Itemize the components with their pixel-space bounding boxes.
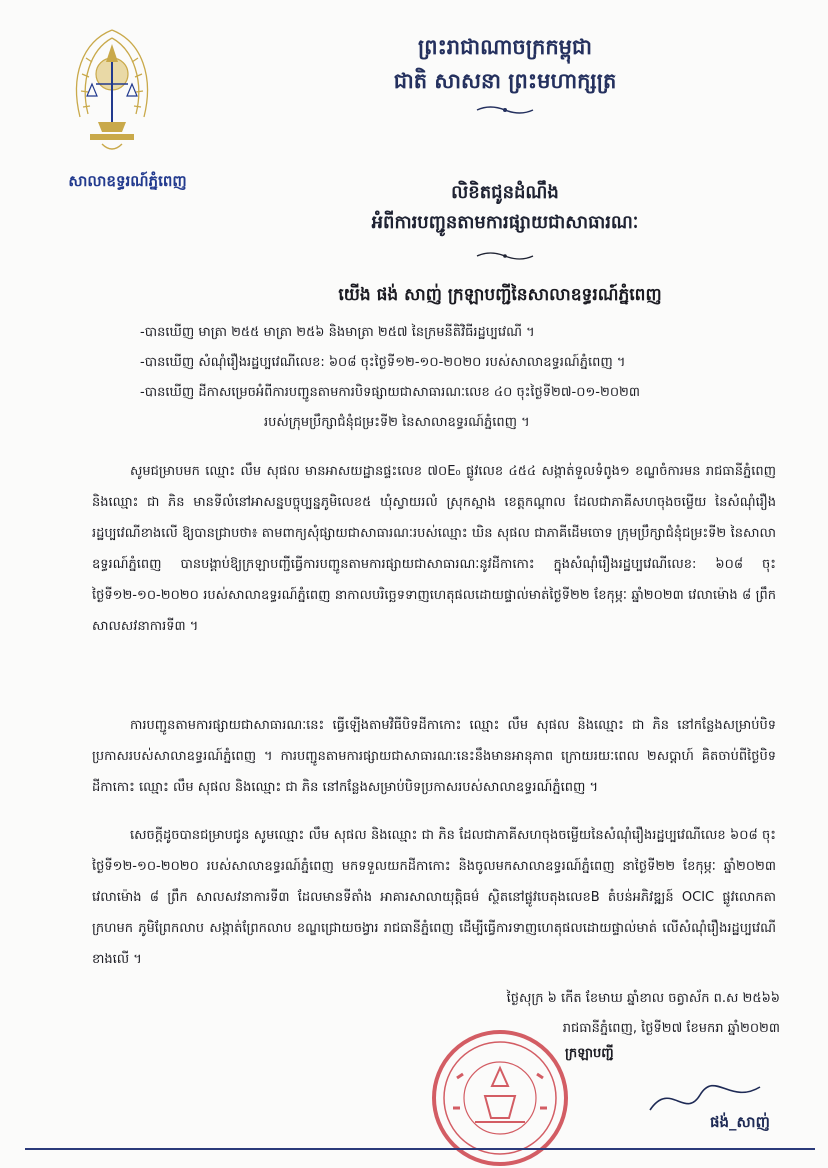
body-paragraph-3: សេចក្តីដូចបានជម្រាបជូន សូមឈ្មោះ លឹម សុផល និងឈ្មោះ ជា ភិន ដែលជាភាគីសហចុងចម្លើយនៃសំណុំរឿងរដ្ឋប្បវេណីលេខ ៦០៨ ចុះថ្ងៃទី១២-១០-២០២០ របស់សាលាឧទ្ធរណ៍ភ្នំពេញ មកទទួលយកដីកាកោះ និងចូលមកសាលាឧទ្ធរណ៍ភ្នំពេញ នាថ្ងៃទី២២ ខែកុម្ភៈ ឆ្នាំ២០២៣ វេលាម៉ោង ៨ ព្រឹក សាលសវនាការទី៣ ដែលមានទីតាំង អាគារសាលាយុត្តិធម៌ ស្ថិតនៅផ្លូវបេតុងលេខB តំបន់អភិវឌ្ឍន៍ OCIC ផ្លូវលោកតាក្រហមក ភូមិព្រែកលាប សង្កាត់ព្រែកលាប ខណ្ឌជ្រោយចង្វារ រាជធានីភ្នំពេញ ដើម្បីធ្វើការទាញហេតុផលដោយផ្ទាល់មាត់ លើសំណុំរឿងរដ្ឋប្បវេណីខាងលើ ។ — [92, 828, 776, 967]
solar-date: រាជធានីភ្នំពេញ, ថ្ងៃទី២៧ ខែមករា ឆ្នាំ២០២៣ — [562, 1021, 780, 1036]
body-paragraph-2: ការបញ្ជូនតាមការផ្សាយជាសាធារណៈនេះ ធ្វើឡើងតាមវិធីបិទដីកាកោះ ឈ្មោះ លឹម សុផល និងឈ្មោះ ជា ភិន នៅកន្លែងសម្រាប់បិទប្រកាសរបស់សាលាឧទ្ធរណ៍ភ្នំពេញ ។ ការបញ្ជូនតាមការផ្សាយជាសាធារណៈនេះនឹងមានអានុភាព ក្រោយរយៈពេល ២សប្តាហ៍ គិតចាប់ពីថ្ងៃបិទដីកាកោះ ឈ្មោះ លឹម សុផល និងឈ្មោះ ជា ភិន នៅកន្លែងសម្រាប់បិទប្រកាសរបស់សាលាឧទ្ធរណ៍ភ្នំពេញ ។ — [92, 718, 776, 795]
reference-item-continuation: របស់ក្រុមប្រឹក្សាជំនុំជម្រះទី២ នៃសាលាឧទ្ធរណ៍ភ្នំពេញ ។ — [264, 415, 530, 430]
title-line-2: អំពីការបញ្ជូនតាមការផ្សាយជាសាធារណៈ — [371, 212, 639, 233]
kingdom-header — [290, 30, 720, 98]
signature-name: ផង់_សាញ់ — [710, 1113, 770, 1131]
date-block — [420, 984, 780, 1044]
court-emblem-logo — [62, 22, 162, 162]
reference-item: -បានឃើញ មាត្រា ២៥៥ មាត្រា ២៥៦ និងមាត្រា ២៥៧ នៃក្រមនីតិវិធីរដ្ឋប្បវេណី ។ — [140, 325, 535, 340]
reference-item: -បានឃើញ ដីកាសម្រេចអំពីការបញ្ជូនតាមការបិទផ្សាយជាសាធារណៈលេខ ៤០ ចុះថ្ងៃទី២៧-០១-២០២៣ — [140, 385, 640, 400]
title-ornament-icon — [475, 250, 535, 262]
reference-item: -បានឃើញ សំណុំរឿងរដ្ឋប្បវេណីលេខ: ៦០៨ ចុះថ្ងៃទី១២-១០-២០២០ របស់សាលាឧទ្ធរណ៍ភ្នំពេញ ។ — [140, 355, 626, 370]
document-title — [300, 178, 710, 238]
lunar-date: ថ្ងៃសុក្រ ៦ កើត ខែមាឃ ឆ្នាំខាល ចត្វាស័ក ព.ស ២៥៦៦ — [506, 991, 780, 1006]
bottom-divider — [25, 1148, 815, 1150]
signer-title: ក្រឡាបញ្ជី — [565, 1046, 614, 1061]
references-list — [140, 318, 780, 438]
kingdom-title: ព្រះរាជាណាចក្រកម្ពុជា — [417, 34, 592, 59]
court-name: សាលាឧទ្ធរណ៍ភ្នំពេញ — [68, 172, 187, 190]
body-paragraph-1: សូមជម្រាបមក ឈ្មោះ លឹម សុផល មានអាសយដ្ឋានផ្ទះលេខ ៧០E₀ ផ្លូវលេខ ៤៥៤ សង្កាត់ទួលទំពូង១ ខណ្ឌចំការមន រាជធានីភ្នំពេញ និងឈ្មោះ ជា ភិន មានទីលំនៅអាសន្នបច្ចុប្បន្នភូមិលេខ៥ ឃុំស្វាយរលំ ស្រុកស្អាង ខេត្តកណ្តាល ដែលជាភាគីសហចុងចម្លើយ នៃសំណុំរឿងរដ្ឋប្បវេណីខាងលើ ឱ្យបានជ្រាបថា៖ តាមពាក្យសុំផ្សាយជាសាធារណៈរបស់ឈ្មោះ ឃិន សុផល ជាភាគីដើមចោទ ក្រុមប្រឹក្សាជំនុំជម្រះទី២ នៃសាលាឧទ្ធរណ៍ភ្នំពេញ បានបង្គាប់ឱ្យក្រឡាបញ្ជីធ្វើការបញ្ជូនតាមការផ្សាយជាសាធារណៈនូវដីកាកោះ ក្នុងសំណុំរឿងរដ្ឋប្បវេណីលេខ: ៦០៨ ចុះថ្ងៃទី១២-១០-២០២០ របស់សាលាឧទ្ធរណ៍ភ្នំពេញ នាកាលបរិច្ឆេទទាញហេតុផលដោយផ្ទាល់មាត់ថ្ងៃទី២២ ខែកុម្ភៈ ឆ្នាំ២០២៣ វេលាម៉ោង ៨ ព្រឹក សាលសវនាការទី៣ ។ — [92, 464, 776, 634]
header-ornament-icon — [475, 104, 535, 116]
national-motto: ជាតិ សាសនា ព្រះមហាក្សត្រ — [393, 68, 617, 93]
intro-line: យើង ផង់ សាញ់ ក្រឡាបញ្ជីនៃសាលាឧទ្ធរណ៍ភ្នំពេញ — [338, 285, 662, 305]
title-line-1: លិខិតជូនដំណឹង — [451, 182, 559, 203]
